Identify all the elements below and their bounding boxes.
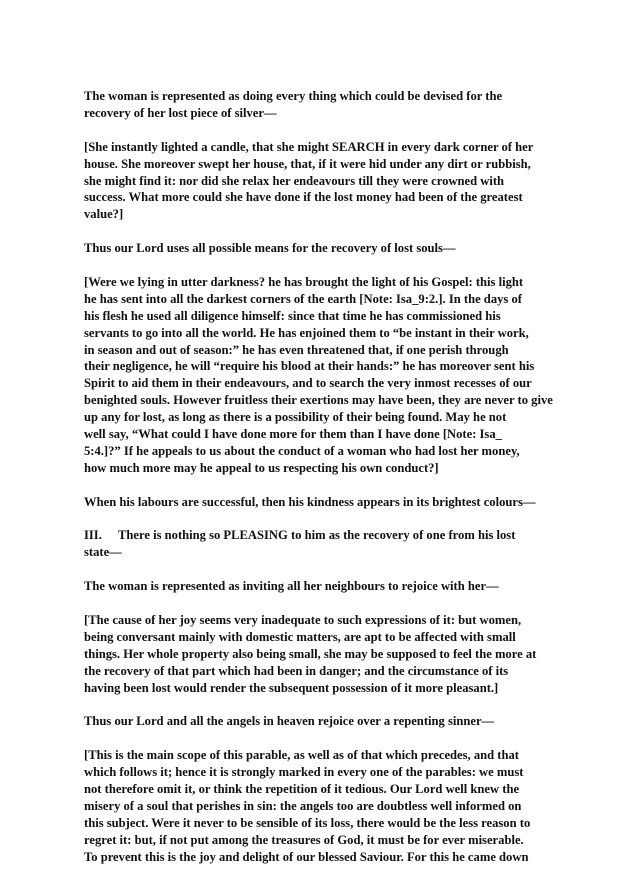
- text-line: [She instantly lighted a candle, that she might SEARCH in every dark corner of her: [84, 139, 534, 154]
- text-line: things. Her whole property also being small, she may be supposed to feel the more at: [84, 646, 537, 661]
- text-line: The woman is represented as doing every thing which could be devised for the: [84, 89, 503, 103]
- text-line: not therefore omit it, or think the repetition of it tedious. Our Lord well knew the: [84, 782, 520, 797]
- text-line: success. What more could she have done if the lost money had been of the greatest: [84, 190, 523, 205]
- section-heading-iii: [84, 527, 554, 561]
- paragraph-neighbours: [84, 578, 554, 595]
- text-line: his flesh he used all diligence himself: since that time he has commissioned his: [84, 308, 501, 323]
- text-line: misery of a soul that perishes in sin: the angels too are doubtless well informed on: [84, 798, 522, 813]
- paragraph-candle: [84, 139, 554, 224]
- section-heading-text: There is nothing so PLEASING to him as the recovery of one from his lost: [118, 528, 516, 543]
- text-line: up any for lost, as long as there is a possibility of their being found. May he not: [84, 410, 507, 425]
- paragraph-woman-searching: [84, 88, 554, 122]
- paragraph-angels-rejoice: [84, 713, 554, 730]
- text-line: she might find it: nor did she relax her endeavours till they were crowned with: [84, 173, 505, 188]
- text-line: well say, “What could I have done more for them than I have done [Note: Isa_: [84, 427, 502, 442]
- text-line: [The cause of her joy seems very inadequate to such expressions of it: but women,: [84, 612, 522, 627]
- text-line: their negligence, he will “require his blood at their hands:” he has moreover sent his: [84, 359, 535, 374]
- text-line: The woman is represented as inviting all her neighbours to rejoice with her—: [84, 579, 499, 594]
- text-line: Spirit to aid them in their endeavours, and to search the very inmost recesses of our: [84, 376, 532, 391]
- text-line: house. She moreover swept her house, that, if it were hid under any dirt or rubbish,: [84, 156, 531, 171]
- paragraph-labours: [84, 494, 554, 511]
- text-line: To prevent this is the joy and delight of our blessed Saviour. For this he came down: [84, 849, 529, 864]
- text-line: Thus our Lord and all the angels in heaven rejoice over a repenting sinner—: [84, 714, 495, 729]
- text-line: being conversant mainly with domestic matters, are apt to be affected with small: [84, 629, 516, 644]
- text-line: how much more may he appeal to us respecting his own conduct?]: [84, 460, 439, 475]
- document-body: [84, 88, 554, 882]
- text-line: servants to go into all the world. He has enjoined them to “be instant in their work,: [84, 325, 529, 340]
- text-line: regret it: but, if not put among the treasures of God, it must be for ever miserable.: [84, 832, 524, 847]
- text-line: recovery of her lost piece of silver—: [84, 105, 277, 120]
- text-line: having been lost would render the subsequent possession of it more pleasant.]: [84, 680, 499, 695]
- text-line: [This is the main scope of this parable, as well as of that which precedes, and that: [84, 748, 519, 763]
- paragraph-main-scope: [84, 747, 554, 865]
- text-line: state—: [84, 545, 122, 560]
- text-line: [Were we lying in utter darkness? he has brought the light of his Gospel: this light: [84, 274, 524, 289]
- text-line: 5:4.]?” If he appeals to us about the conduct of a woman who had lost her money,: [84, 443, 520, 458]
- text-line: in season and out of season:” he has even threatened that, if one perish through: [84, 342, 509, 357]
- text-line: he has sent into all the darkest corners of the earth [Note: Isa_9:2.]. In the days of: [84, 291, 522, 306]
- paragraph-lord-means: [84, 240, 554, 257]
- text-line: this subject. Were it never to be sensible of its loss, there would be the less reason to: [84, 815, 531, 830]
- text-line: the recovery of that part which had been in danger; and the circumstance of its: [84, 663, 509, 678]
- text-line: which follows it; hence it is strongly marked in every one of the parables: we must: [84, 765, 524, 780]
- text-line: Thus our Lord uses all possible means for the recovery of lost souls—: [84, 241, 456, 256]
- text-line: [84, 527, 554, 544]
- text-line: benighted souls. However fruitless their exertions may have been, they are never to give: [84, 393, 553, 408]
- text-line: value?]: [84, 207, 124, 222]
- section-number: III.: [84, 528, 102, 543]
- paragraph-joy-cause: [84, 612, 554, 697]
- paragraph-darkness: [84, 274, 554, 477]
- text-line: When his labours are successful, then his kindness appears in its brightest colours—: [84, 494, 536, 509]
